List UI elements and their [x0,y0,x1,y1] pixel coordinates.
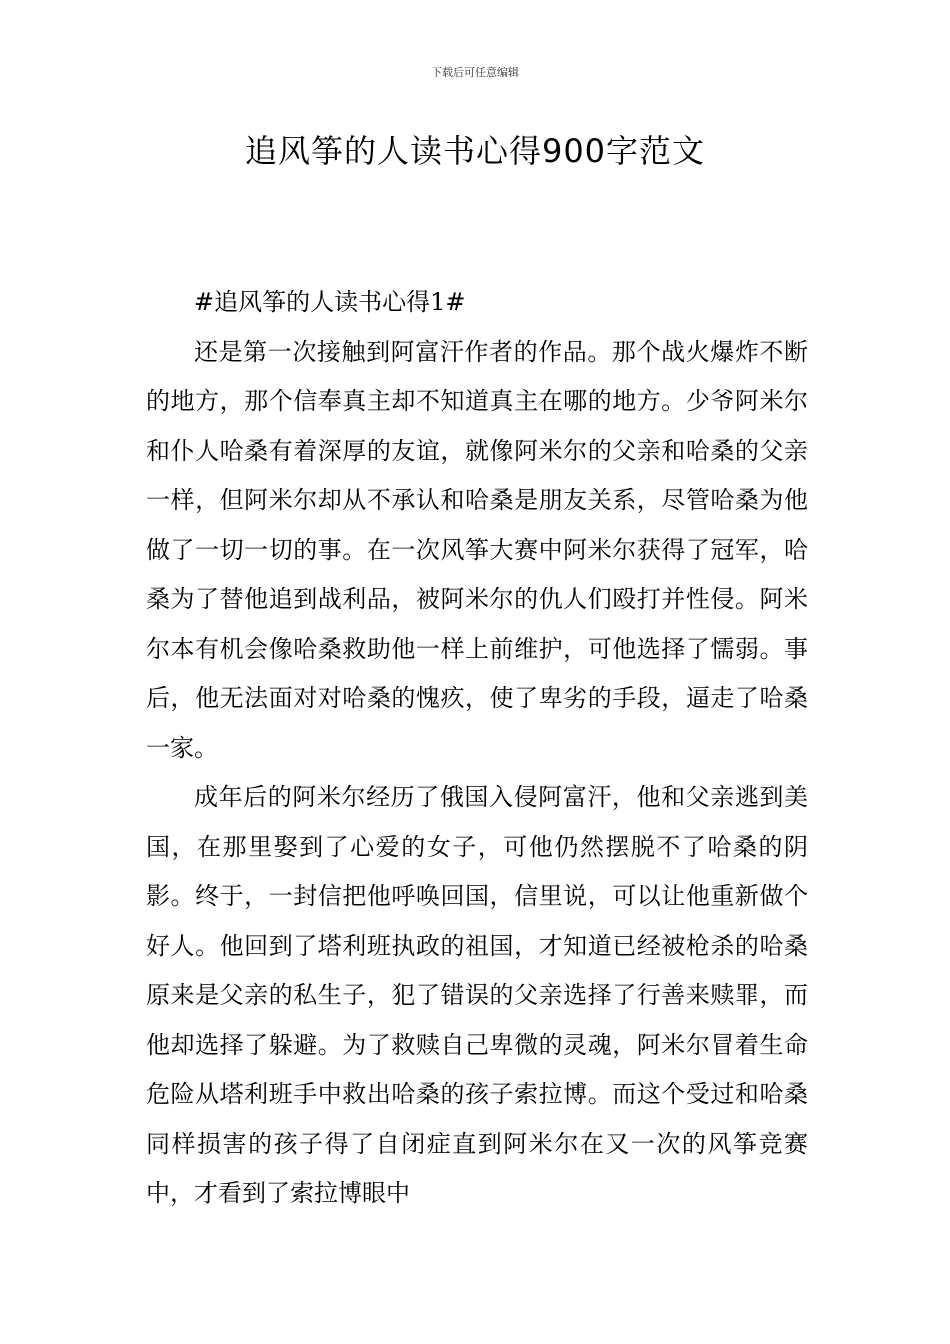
section-heading: #追风筝的人读书心得1# [194,288,466,316]
document-body [146,278,808,1219]
document-title: 追风筝的人读书心得900字范文 [244,132,706,170]
body-paragraph: 成年后的阿米尔经历了俄国入侵阿富汗，他和父亲逃到美国，在那里娶到了心爱的女子，可他仍然摆脱不了哈桑的阴影。终于，一封信把他呼唤回国，信里说，可以让他重新做个好人。他回到了塔利班执政的祖国，才知道已经被枪杀的哈桑原来是父亲的私生子，犯了错误的父亲选择了行善来赎罪，而他却选择了躲避。为了救赎自己卑微的灵魂，阿米尔冒着生命危险从塔利班手中救出哈桑的孩子索拉博。而这个受过和哈桑同样损害的孩子得了自闭症直到阿米尔在又一次的风筝竞赛中，才看到了索拉博眼中 [146,783,808,1207]
header-note: 下载后可任意编辑 [431,66,519,79]
body-paragraph: 还是第一次接触到阿富汗作者的作品。那个战火爆炸不断的地方，那个信奉真主却不知道真主在哪的地方。少爷阿米尔和仆人哈桑有着深厚的友谊，就像阿米尔的父亲和哈桑的父亲一样，但阿米尔却从不承认和哈桑是朋友关系，尽管哈桑为他做了一切一切的事。在一次风筝大赛中阿米尔获得了冠军，哈桑为了替他追到战利品，被阿米尔的仇人们殴打并性侵。阿米尔本有机会像哈桑救助他一样上前维护，可他选择了懦弱。事后，他无法面对对哈桑的愧疚，使了卑劣的手段，逼走了哈桑一家。 [146,337,808,762]
